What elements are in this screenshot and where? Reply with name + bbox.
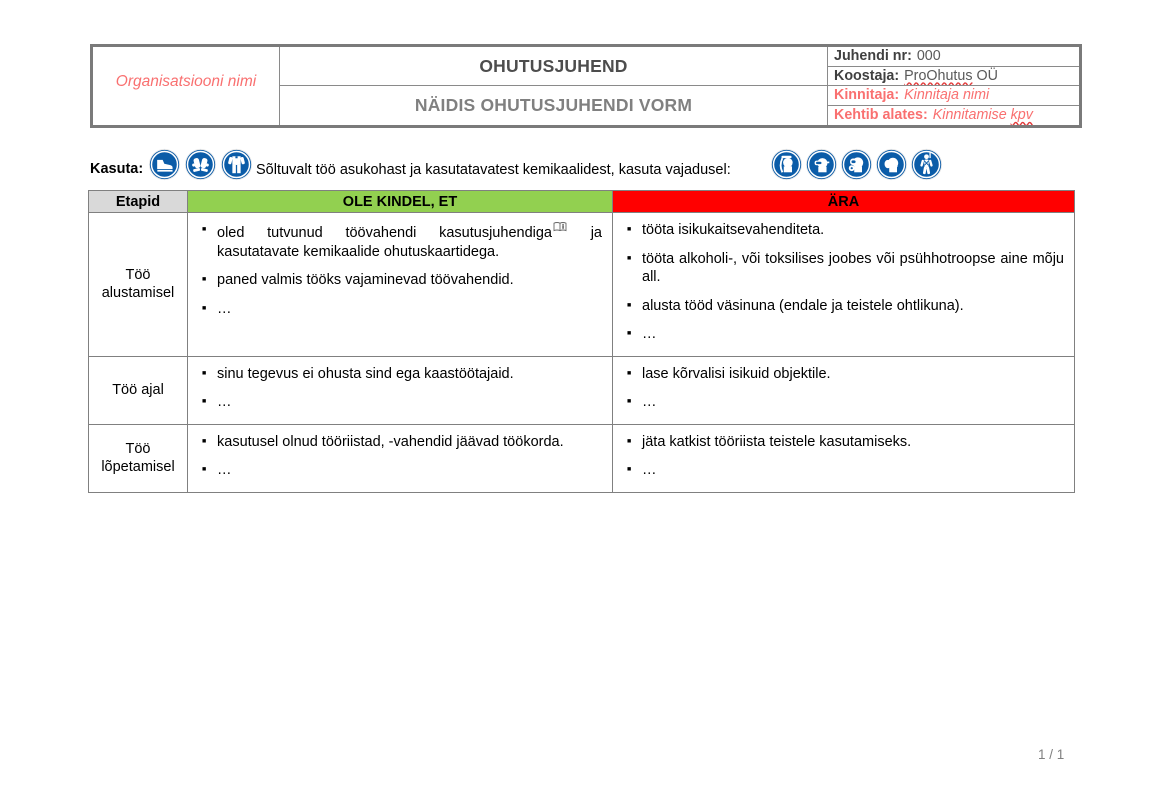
bullet-item: ■ … — [625, 325, 1064, 344]
header-info-block — [828, 47, 1079, 125]
kasuta-label: Kasuta: — [90, 161, 144, 177]
bullet-item: ■ lase kõrvalisi isikuid objektile. — [625, 365, 1064, 384]
info-value: 000 — [916, 48, 941, 65]
page-number: 1 / 1 — [1038, 747, 1065, 762]
table-row — [89, 424, 1075, 492]
do-cell — [188, 356, 613, 424]
bullet-item: ■ … — [625, 393, 1064, 412]
protective-coverall-icon — [220, 148, 253, 181]
face-shield-icon — [770, 148, 803, 181]
protective-gloves-icon — [184, 148, 217, 181]
safety-boots-icon — [148, 148, 181, 181]
document-title: OHUTUSJUHEND — [280, 47, 827, 86]
info-row-kinnitaja — [828, 86, 1079, 106]
table-row — [89, 213, 1075, 357]
info-value-misspelled: ProOhutus — [904, 67, 973, 84]
bullet-item: ■ tööta alkoholi-, või toksilises joobes või psühhotroopse aine mõju all. — [625, 250, 1064, 287]
safety-table — [88, 190, 1075, 493]
bullet-item: ■ … — [625, 461, 1064, 480]
required-ppe-icons — [148, 148, 253, 181]
table-row — [89, 356, 1075, 424]
bullet-item: ■ … — [200, 300, 602, 319]
do-cell — [188, 213, 613, 357]
info-label: Kinnitaja: — [834, 87, 900, 104]
info-row-kehtib-alates — [828, 106, 1079, 126]
table-header-row — [89, 191, 1075, 213]
bullet-item: ■ oled tutvunud töövahendi kasutusjuhendiga ja kasutatavate kemikaalide ohutuskaartidega. — [200, 221, 602, 261]
document-subtitle: NÄIDIS OHUTUSJUHENDI VORM — [414, 95, 693, 115]
dont-cell — [613, 424, 1075, 492]
info-label: Koostaja: — [834, 67, 900, 84]
bullet-item: ■ jäta katkist tööriista teistele kasutamiseks. — [625, 433, 1064, 452]
info-value: OÜ — [972, 67, 998, 84]
stage-cell: Töö ajal — [89, 356, 188, 424]
dust-mask-icon — [875, 148, 908, 181]
info-row-juhendi-nr — [828, 47, 1079, 67]
bullet-item: ■ alusta tööd väsinuna (endale ja teistele ohtlikuna). — [625, 297, 1064, 316]
stage-cell: Töö lõpetamisel — [89, 424, 188, 492]
dont-cell — [613, 213, 1075, 357]
optional-ppe-icons — [770, 148, 943, 181]
bullet-item: ■ … — [200, 393, 602, 412]
dont-cell — [613, 356, 1075, 424]
bullet-item: ■ kasutusel olnud tööriistad, -vahendid jäävad töökorda. — [200, 433, 602, 452]
organisation-name: Organisatsiooni nimi — [93, 47, 280, 125]
stage-cell: Töö alustamisel — [89, 213, 188, 357]
info-value: Kinnitamise — [932, 107, 1011, 124]
safety-goggles-icon — [805, 148, 838, 181]
header-table — [90, 44, 1082, 128]
bullet-item: ■ paned valmis tööks vajaminevad töövahendid. — [200, 271, 602, 290]
info-value-misspelled: kpv — [1010, 107, 1033, 124]
do-cell — [188, 424, 613, 492]
bullet-item: ■ sinu tegevus ei ohusta sind ega kaastöötajaid. — [200, 365, 602, 384]
bullet-item: ■ tööta isikukaitsevahenditeta. — [625, 221, 1064, 240]
book-info-icon — [553, 221, 567, 233]
header-title-block — [280, 47, 828, 125]
info-label: Juhendi nr: — [834, 48, 912, 65]
column-header-etapid: Etapid — [89, 191, 188, 213]
column-header-ole-kindel: OLE KINDEL, ET — [188, 191, 613, 213]
info-value: Kinnitaja nimi — [904, 87, 990, 104]
bullet-item: ■ … — [200, 461, 602, 480]
kasuta-sentence: Sõltuvalt töö asukohast ja kasutatavatest kemikaalidest, kasuta vajadusel: — [256, 162, 731, 178]
full-face-respirator-icon — [840, 148, 873, 181]
info-row-koostaja — [828, 67, 1079, 87]
column-header-ara: ÄRA — [613, 191, 1075, 213]
safety-harness-icon — [910, 148, 943, 181]
info-label: Kehtib alates: — [834, 107, 928, 124]
